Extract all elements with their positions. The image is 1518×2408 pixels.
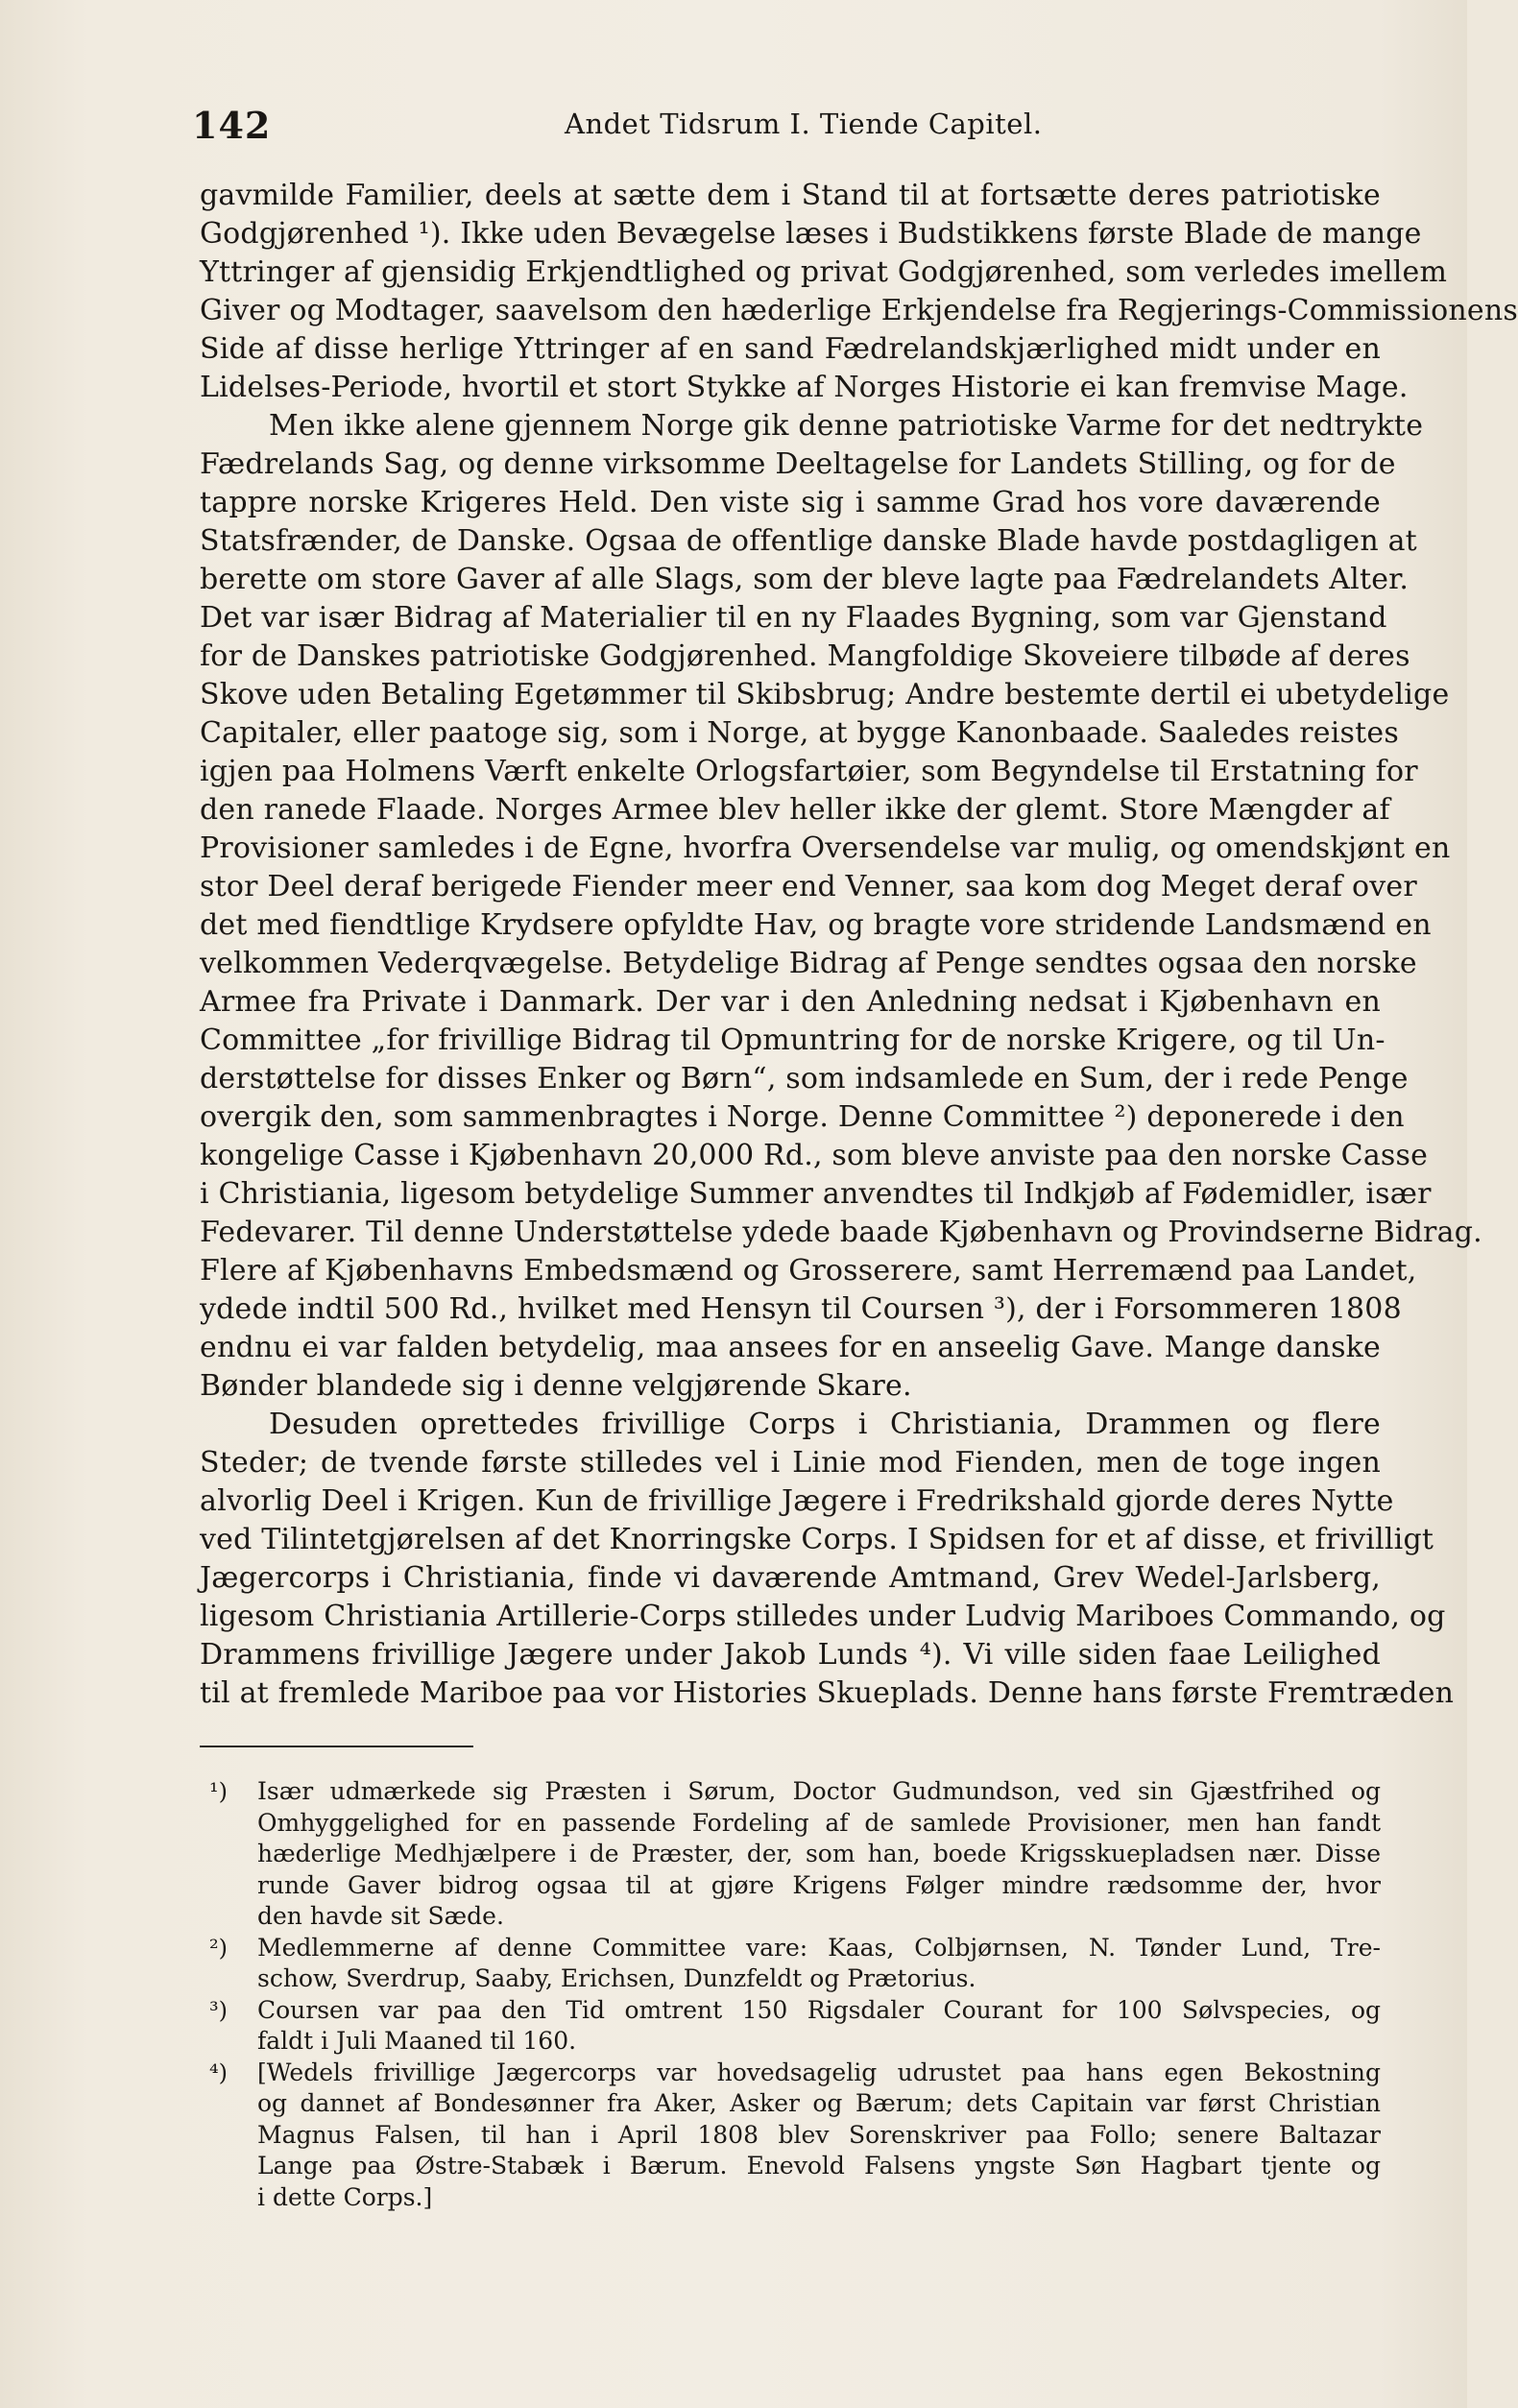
footnote-divider — [200, 1746, 473, 1747]
footnote-3 — [209, 1995, 1381, 2058]
footnote-line: runde Gaver bidrog ogsaa til at gjøre Krigens Følger mindre rædsomme der, hvor — [257, 1870, 1381, 1899]
text-line: den ranede Flaade. Norges Armee blev heller ikke der glemt. Store Mængder af — [200, 793, 1390, 827]
text-line: Flere af Kjøbenhavns Embedsmænd og Grosserere, samt Herremænd paa Landet, — [200, 1254, 1417, 1288]
footnote-marker: ⁴) — [209, 2059, 228, 2086]
text-line: Armee fra Private i Danmark. Der var i den Anledning nedsat i Kjøbenhavn en — [200, 985, 1381, 1019]
text-line: overgik den, som sammenbragtes i Norge. Denne Committee ²) deponerede i den — [200, 1100, 1405, 1134]
text-line: ydede indtil 500 Rd., hvilket med Hensyn til Coursen ³), der i Forsommeren 1808 — [200, 1292, 1402, 1326]
footnote-marker: ³) — [209, 1996, 228, 2024]
text-line: for de Danskes patriotiske Godgjørenhed. Mangfoldige Skoveiere tilbøde af deres — [200, 639, 1410, 673]
text-line: Godgjørenhed ¹). Ikke uden Bevægelse læses i Budstikkens første Blade de mange — [200, 217, 1422, 251]
text-line: endnu ei var falden betydelig, maa ansees for en anseelig Gave. Mange danske — [200, 1331, 1381, 1364]
footnote-1 — [209, 1776, 1381, 1933]
footnote-line: den havde sit Sæde. — [257, 1902, 504, 1930]
footnote-text: [Wedels frivillige Jægercorps var hovedsagelig udrustet paa hans egen Bekostning — [257, 2058, 1381, 2086]
running-head: Andet Tidsrum I. Tiende Capitel. — [565, 108, 1043, 140]
footnote-text: Især udmærkede sig Præsten i Sørum, Doctor Gudmundson, ved sin Gjæstfrihed og — [257, 1777, 1381, 1805]
page-header — [192, 104, 1383, 157]
text-line: gavmilde Familier, deels at sætte dem i Stand til at fortsætte deres patriotiske — [200, 179, 1381, 212]
text-line: Side af disse herlige Yttringer af en sand Fædrelandskjærlighed midt under en — [200, 332, 1381, 366]
footnote-line — [209, 1776, 1381, 1808]
footnote-2 — [209, 1933, 1381, 1995]
text-line: Fædrelands Sag, og denne virksomme Deeltagelse for Landets Stilling, og for de — [200, 447, 1396, 481]
paragraph-start-line: Desuden oprettedes frivillige Corps i Christiania, Drammen og flere — [269, 1408, 1381, 1441]
text-line: Capitaler, eller paatoge sig, som i Norge, at bygge Kanonbaade. Saaledes reistes — [200, 716, 1399, 750]
page-number: 142 — [192, 104, 272, 147]
text-line: Statsfrænder, de Danske. Ogsaa de offentlige danske Blade havde postdagligen at — [200, 524, 1417, 558]
text-line: derstøttelse for disses Enker og Børn“, som indsamlede en Sum, der i rede Penge — [200, 1062, 1409, 1096]
footnote-line: hæderlige Medhjælpere i de Præster, der, som han, boede Krigsskuepladsen nær. Disse — [257, 1840, 1381, 1867]
footnote-line: i dette Corps.] — [257, 2182, 433, 2211]
footnote-line: faldt i Juli Maaned til 160. — [257, 2027, 577, 2055]
text-line: Provisioner samledes i de Egne, hvorfra Oversendelse var mulig, og omendskjønt en — [200, 831, 1451, 865]
text-line: Yttringer af gjensidig Erkjendtlighed og privat Godgjørenhed, som verledes imellem — [200, 255, 1448, 289]
text-line: kongelige Casse i Kjøbenhavn 20,000 Rd., som bleve anviste paa den norske Casse — [200, 1139, 1429, 1172]
footnote-text: Coursen var paa den Tid omtrent 150 Rigsdaler Courant for 100 Sølvspecies, og — [257, 1995, 1381, 2024]
text-line: tappre norske Krigeres Held. Den viste sig i samme Grad hos vore daværende — [200, 486, 1381, 519]
footnote-line — [209, 1933, 1381, 1964]
text-line: Committee „for frivillige Bidrag til Opmuntring for de norske Krigere, og til Un- — [200, 1023, 1385, 1057]
footnote-line — [209, 1995, 1381, 2027]
text-line: Jægercorps i Christiania, finde vi daværende Amtmand, Grev Wedel-Jarlsberg, — [200, 1561, 1381, 1595]
text-line: ved Tilintetgjørelsen af det Knorringske Corps. I Spidsen for et af disse, et frivilligt — [200, 1523, 1434, 1556]
text-line: Giver og Modtager, saavelsom den hæderlige Erkjendelse fra Regjerings-Commissionens — [200, 294, 1518, 327]
text-line: alvorlig Deel i Krigen. Kun de frivillige Jægere i Fredrikshald gjorde deres Nytte — [200, 1484, 1394, 1518]
paragraph-end-line: Bønder blandede sig i denne velgjørende Skare. — [200, 1369, 912, 1403]
footnote-marker: ²) — [209, 1934, 228, 1962]
footnotes — [209, 1776, 1381, 2213]
footnote-line: schow, Sverdrup, Saaby, Erichsen, Dunzfeldt og Prætorius. — [257, 1964, 976, 1992]
footnote-line — [209, 2058, 1381, 2089]
text-line: stor Deel deraf berigede Fiender meer end Venner, saa kom dog Meget deraf over — [200, 870, 1417, 903]
text-line: Drammens frivillige Jægere under Jakob Lunds ⁴). Vi ville siden faae Leilighed — [200, 1638, 1381, 1672]
footnote-line: Omhyggelighed for en passende Fordeling af de samlede Provisioner, men han fandt — [257, 1808, 1381, 1837]
text-line: det med fiendtlige Krydsere opfyldte Hav, og bragte vore stridende Landsmænd en — [200, 908, 1432, 942]
main-text — [200, 177, 1518, 1713]
text-line: Skove uden Betaling Egetømmer til Skibsbrug; Andre bestemte dertil ei ubetydelige — [200, 678, 1450, 711]
text-line: ligesom Christiania Artillerie-Corps stilledes under Ludvig Mariboes Commando, og — [200, 1600, 1446, 1633]
text-line: i Christiania, ligesom betydelige Summer anvendtes til Indkjøb af Fødemidler, især — [200, 1177, 1432, 1211]
text-line: Fedevarer. Til denne Understøttelse ydede baade Kjøbenhavn og Provindserne Bidrag. — [200, 1216, 1482, 1249]
text-line: berette om store Gaver af alle Slags, som der bleve lagte paa Fædrelandets Alter. — [200, 563, 1410, 596]
text-line: velkommen Vederqvægelse. Betydelige Bidrag af Penge sendtes ogsaa den norske — [200, 947, 1417, 980]
text-line: Det var især Bidrag af Materialier til en ny Flaades Bygning, som var Gjenstand — [200, 601, 1387, 635]
text-line: Steder; de tvende første stilledes vel i Linie mod Fienden, men de toge ingen — [200, 1446, 1381, 1480]
text-line: Lidelses-Periode, hvortil et stort Stykke af Norges Historie ei kan fremvise Mage. — [200, 371, 1409, 404]
footnote-marker: ¹) — [209, 1778, 228, 1805]
text-line: igjen paa Holmens Værft enkelte Orlogsfartøier, som Begyndelse til Erstatning for — [200, 755, 1418, 788]
paragraph-start-line: Men ikke alene gjennem Norge gik denne patriotiske Varme for det nedtrykte — [269, 409, 1424, 443]
footnote-line: Magnus Falsen, til han i April 1808 blev Sorenskriver paa Follo; senere Baltazar — [257, 2120, 1381, 2149]
footnote-4 — [209, 2058, 1381, 2214]
text-line: til at fremlede Mariboe paa vor Histories Skueplads. Denne hans første Fremtræden — [200, 1676, 1455, 1710]
footnote-line: og dannet af Bondesønner fra Aker, Asker og Bærum; dets Capitain var først Christian — [257, 2089, 1381, 2117]
footnote-line: Lange paa Østre-Stabæk i Bærum. Enevold Falsens yngste Søn Hagbart tjente og — [257, 2152, 1381, 2179]
footnote-text: Medlemmerne af denne Committee vare: Kaas, Colbjørnsen, N. Tønder Lund, Tre- — [257, 1933, 1381, 1962]
